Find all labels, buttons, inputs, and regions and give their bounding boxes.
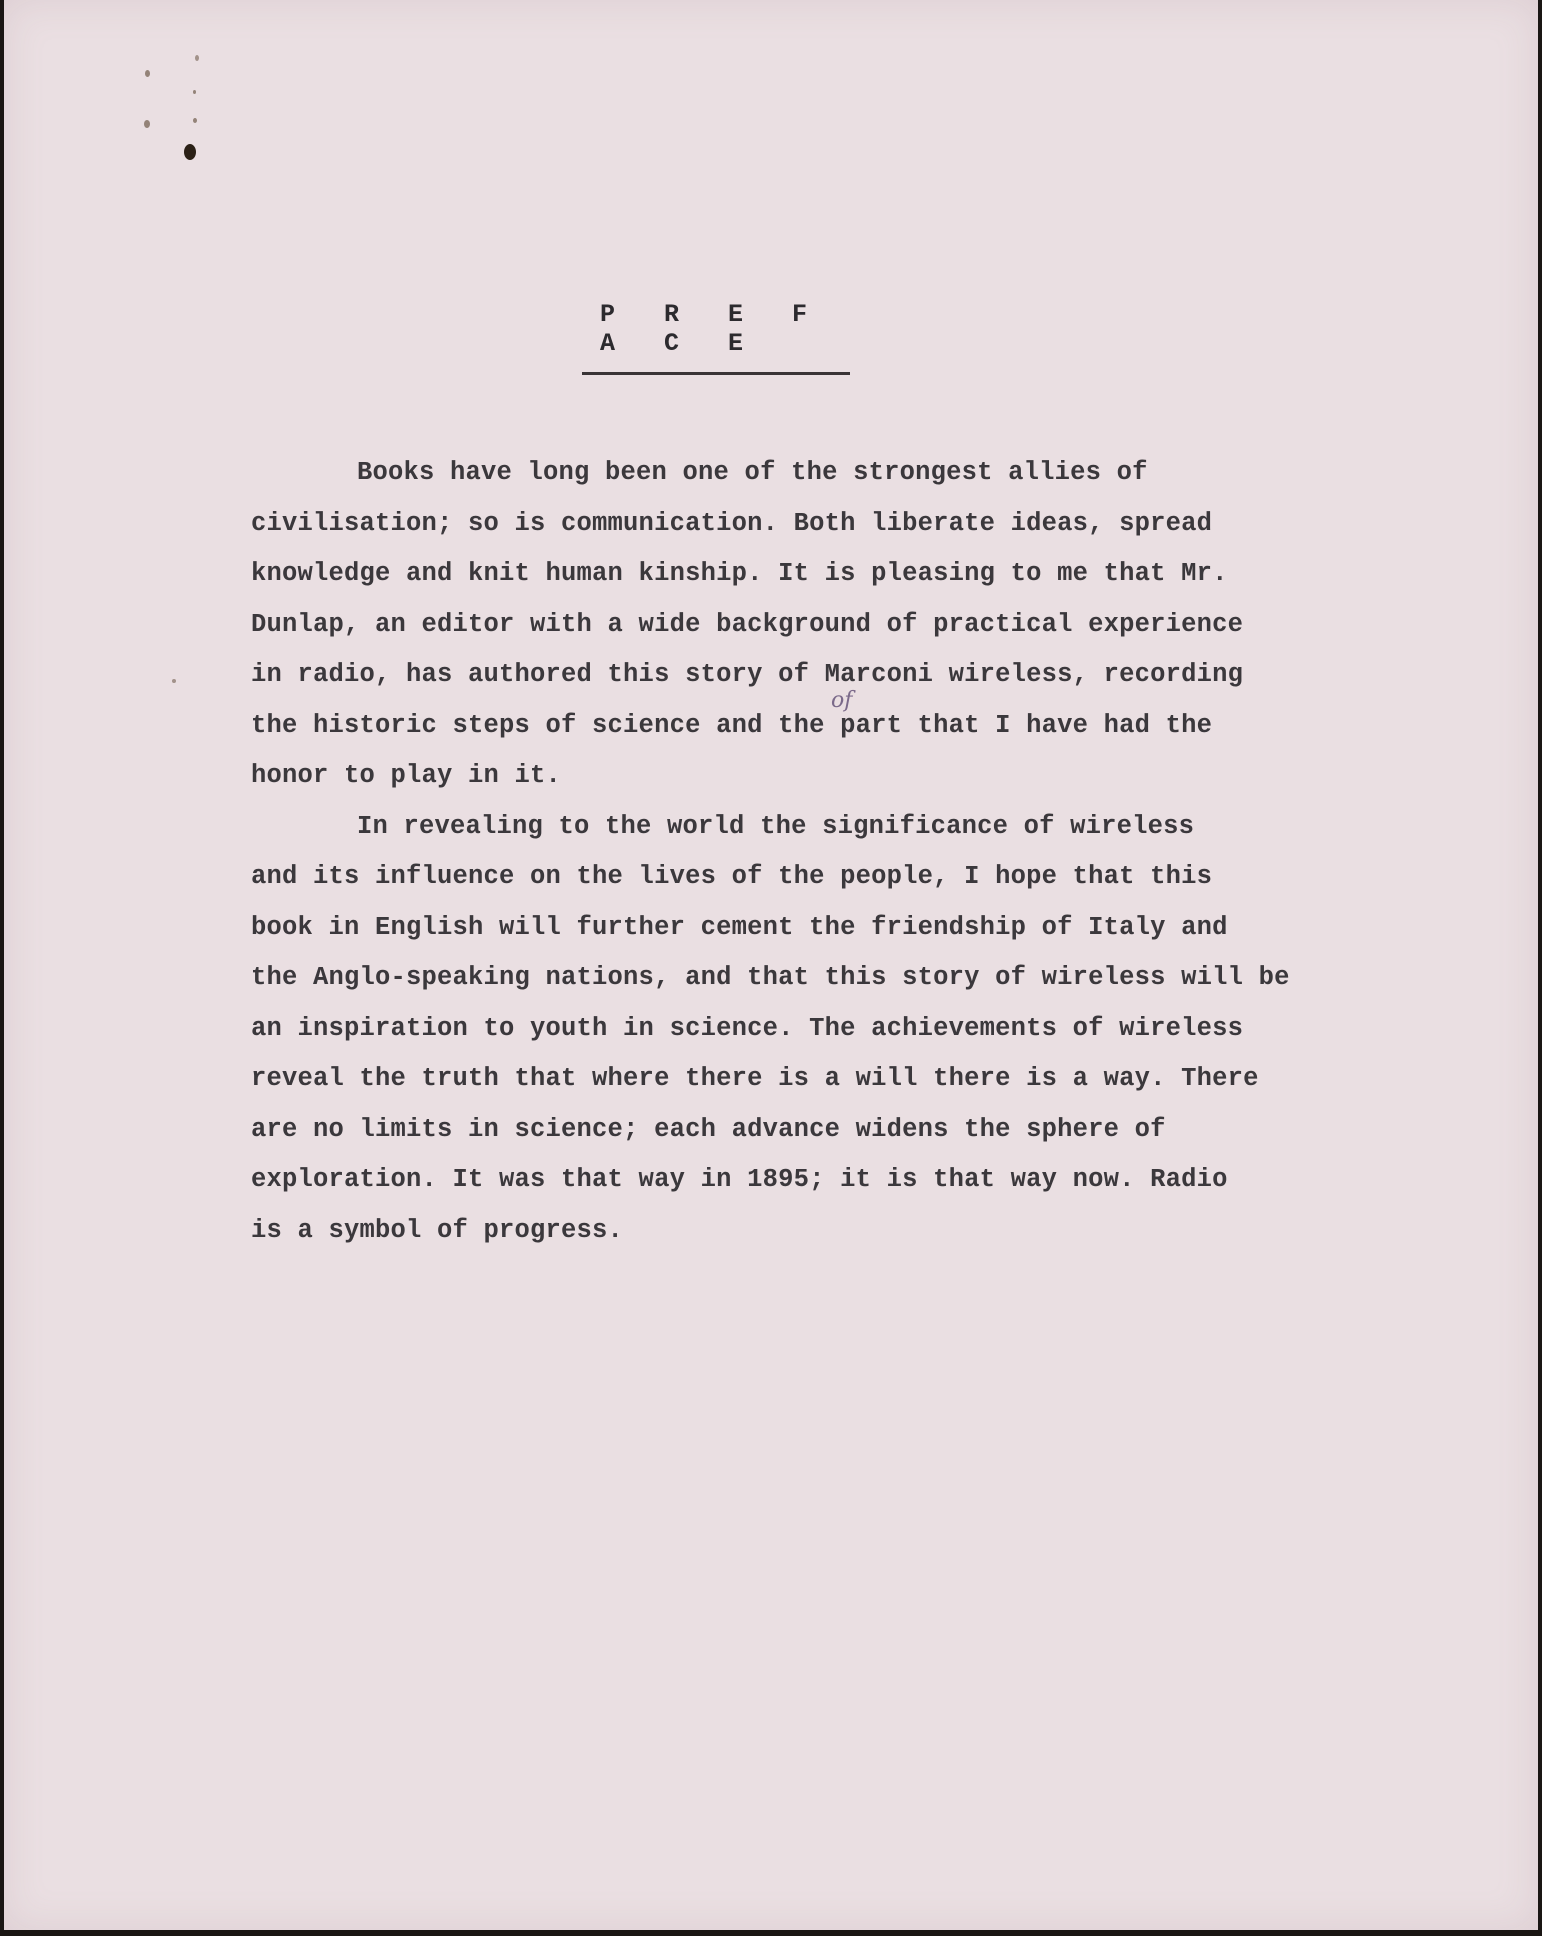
text-line: in radio, has authored this story of Marconi wireless, recording: [251, 660, 1244, 689]
preface-body: [251, 448, 1441, 1256]
ink-spot: [144, 120, 150, 128]
text-line: reveal the truth that where there is a will there is a way. There: [251, 1064, 1259, 1093]
ink-spot: [193, 90, 196, 94]
text-line: Books have long been one of the strongest allies of: [357, 458, 1148, 487]
page-title: P R E F A C E: [600, 300, 825, 358]
ink-spot: [184, 144, 196, 160]
text-line: and its influence on the lives of the people, I hope that this: [251, 862, 1213, 891]
text-line: honor to play in it.: [251, 761, 562, 790]
typed-page: [4, 0, 1538, 1930]
text-line: book in English will further cement the friendship of Italy and: [251, 912, 1228, 942]
ink-spot: [193, 118, 197, 123]
paragraph: [251, 802, 1441, 1257]
text-line: In revealing to the world the significance of wireless: [357, 811, 1195, 841]
text-line: the Anglo-speaking nations, and that this story of wireless will be: [251, 963, 1290, 992]
ink-spot: [195, 55, 199, 61]
text-line: civilisation; so is communication. Both liberate ideas, spread: [251, 508, 1213, 538]
text-line: knowledge and knit human kinship. It is pleasing to me that Mr.: [251, 559, 1228, 588]
ink-spot: [172, 679, 176, 683]
preface-heading: [582, 300, 852, 375]
text-line: an inspiration to youth in science. The achievements of wireless: [251, 1013, 1244, 1043]
title-underline: [582, 372, 850, 375]
text-line: exploration. It was that way in 1895; it is that way now. Radio: [251, 1165, 1228, 1194]
text-line: are no limits in science; each advance widens the sphere of: [251, 1114, 1166, 1144]
ink-spot: [145, 70, 150, 77]
text-line: is a symbol of progress.: [251, 1215, 624, 1245]
text-line: Dunlap, an editor with a wide background of practical experience: [251, 609, 1244, 639]
text-line: the historic steps of science and the part that I have had the: [251, 710, 1213, 740]
paragraph: [251, 448, 1441, 802]
handwritten-insertion: of: [831, 688, 853, 713]
